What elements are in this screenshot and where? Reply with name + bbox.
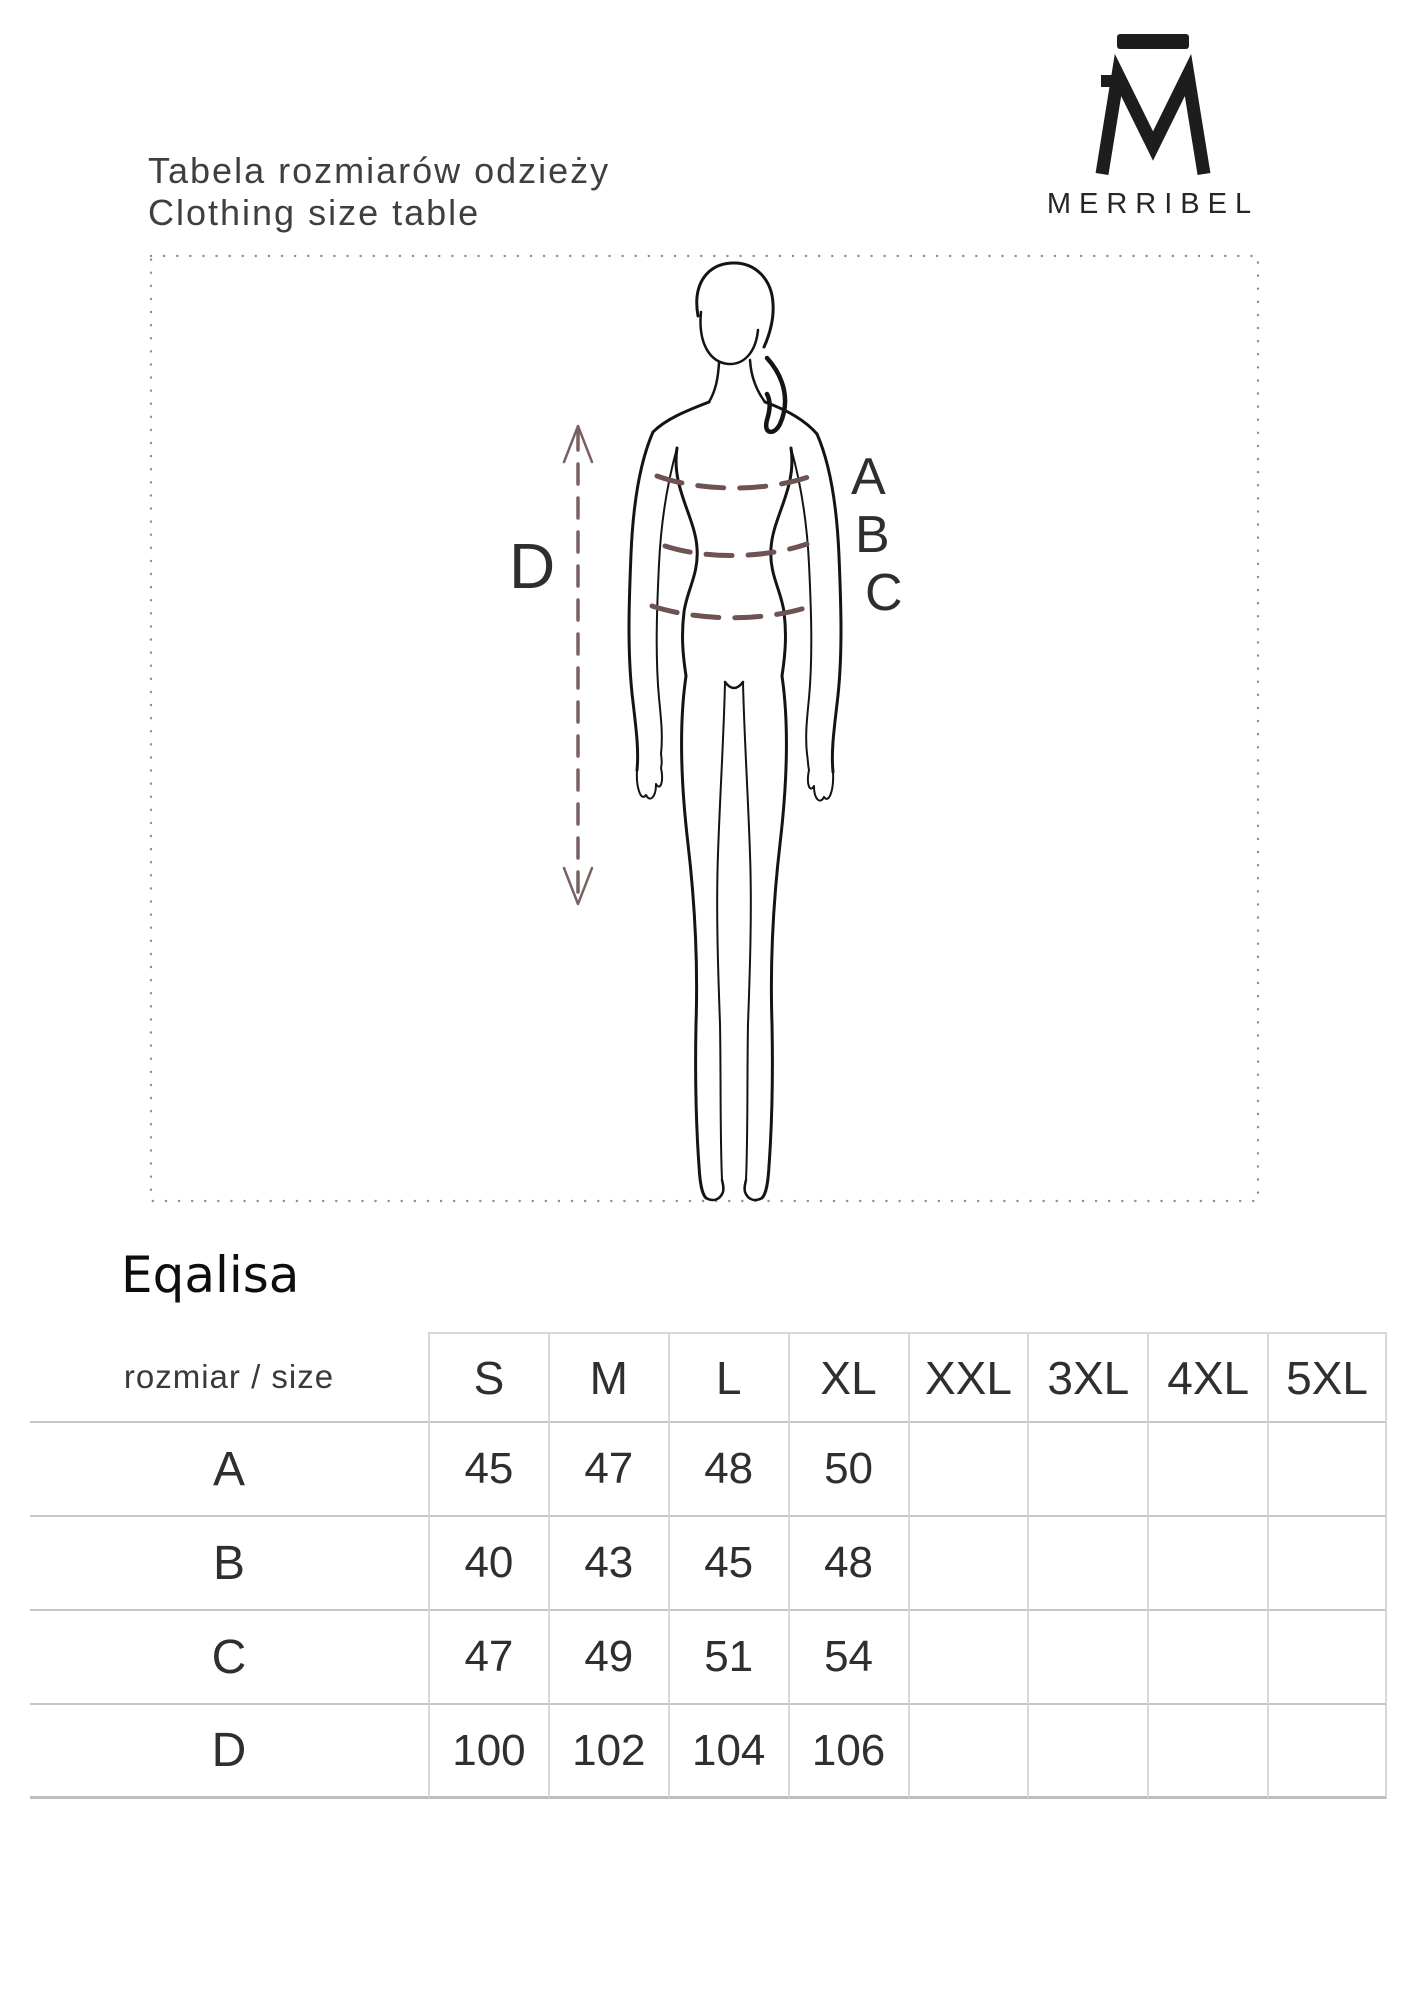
size-value: 51	[668, 1611, 788, 1705]
row-label: C	[30, 1611, 428, 1705]
size-value	[1027, 1517, 1147, 1611]
size-column-header: 4XL	[1147, 1332, 1267, 1423]
brand-block	[1030, 34, 1276, 221]
size-value	[1267, 1705, 1387, 1799]
size-value	[1147, 1705, 1267, 1799]
size-value: 102	[548, 1705, 668, 1799]
waist-measure-line	[665, 544, 807, 556]
arm-left-outer	[629, 432, 653, 770]
neck-left	[709, 363, 719, 402]
size-value: 49	[548, 1611, 668, 1705]
size-value: 45	[668, 1517, 788, 1611]
size-value	[1267, 1423, 1387, 1517]
size-table-corner-label: rozmiar / size	[30, 1332, 428, 1423]
size-value: 104	[668, 1705, 788, 1799]
size-value: 47	[548, 1423, 668, 1517]
shoulder-left	[653, 402, 709, 432]
merribel-logo-icon	[1094, 34, 1212, 176]
size-value: 45	[428, 1423, 548, 1517]
label-b: B	[855, 506, 890, 564]
size-value	[1267, 1611, 1387, 1705]
label-d: D	[509, 530, 556, 602]
size-column-header: L	[668, 1332, 788, 1423]
size-value: 43	[548, 1517, 668, 1611]
arm-left-inner	[657, 448, 677, 754]
size-value	[1027, 1423, 1147, 1517]
hand-left	[637, 754, 662, 799]
row-label: A	[30, 1423, 428, 1517]
size-value	[908, 1611, 1028, 1705]
size-value	[908, 1423, 1028, 1517]
row-label: D	[30, 1705, 428, 1799]
size-column-header: 3XL	[1027, 1332, 1147, 1423]
logo-bar	[1117, 34, 1189, 49]
crotch-line	[725, 682, 743, 688]
size-value: 106	[788, 1705, 908, 1799]
size-value: 100	[428, 1705, 548, 1799]
size-column-header: XL	[788, 1332, 908, 1423]
heading-line-pl: Tabela rozmiarów odzieży	[148, 150, 611, 191]
size-column-header: XXL	[908, 1332, 1028, 1423]
page-heading	[148, 150, 610, 234]
row-label: B	[30, 1517, 428, 1611]
size-value	[1027, 1705, 1147, 1799]
size-column-header: M	[548, 1332, 668, 1423]
foot-right	[745, 1180, 762, 1200]
size-value: 54	[788, 1611, 908, 1705]
label-c: C	[865, 564, 903, 622]
measurement-diagram	[149, 254, 1260, 1203]
brand-name: MERRIBEL	[1046, 188, 1260, 220]
label-a: A	[851, 448, 886, 506]
size-value: 47	[428, 1611, 548, 1705]
size-value	[908, 1517, 1028, 1611]
size-value	[1147, 1517, 1267, 1611]
size-table	[30, 1332, 1387, 1799]
size-column-header: S	[428, 1332, 548, 1423]
leg-left-inner	[717, 682, 725, 1180]
heading-line-en: Clothing size table	[148, 192, 481, 233]
logo-m-glyph	[1102, 75, 1204, 174]
size-value: 48	[668, 1423, 788, 1517]
size-value: 50	[788, 1423, 908, 1517]
leg-right-inner	[743, 682, 751, 1180]
hair-sweep	[766, 358, 785, 432]
size-value	[1267, 1517, 1387, 1611]
hip-measure-line	[652, 604, 817, 618]
height-arrow	[564, 426, 592, 904]
size-value	[1147, 1423, 1267, 1517]
figure-sketch	[629, 263, 841, 1200]
arm-right-outer	[817, 434, 841, 772]
face-outline	[701, 312, 758, 364]
size-value	[1147, 1611, 1267, 1705]
size-column-header: 5XL	[1267, 1332, 1387, 1423]
size-value: 40	[428, 1517, 548, 1611]
arm-right-inner	[791, 448, 811, 754]
hair-outline	[697, 263, 773, 347]
diagram-dotted-border	[151, 256, 1258, 1201]
size-value	[908, 1705, 1028, 1799]
foot-left	[706, 1180, 723, 1200]
size-value	[1027, 1611, 1147, 1705]
leg-left-outer	[682, 676, 706, 1198]
leg-right-outer	[762, 676, 786, 1198]
hand-right	[807, 754, 833, 801]
product-name: Eqalisa	[121, 1246, 300, 1304]
size-value: 48	[788, 1517, 908, 1611]
neck-right	[750, 360, 765, 402]
